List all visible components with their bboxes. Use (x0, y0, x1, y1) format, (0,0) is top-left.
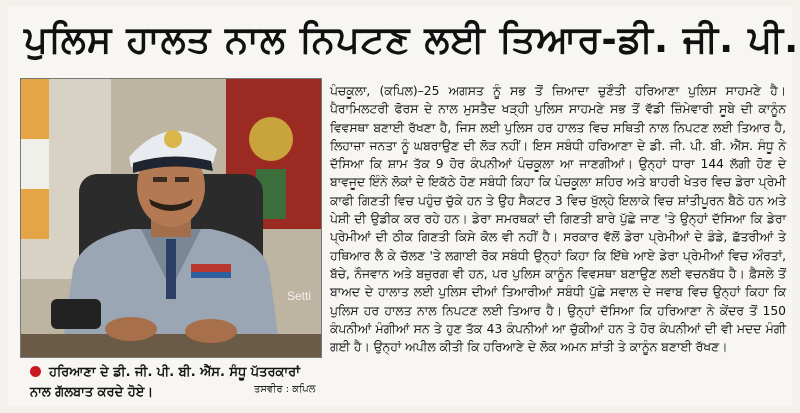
article-body (330, 82, 786, 356)
article-paragraph: ਪੰਚਕੂਲਾ, (ਕਪਿਲ)–25 ਅਗਸਤ ਨੂੰ ਸਭ ਤੋਂ ਜ਼ਿਆਦਾ ਚੁਣੌਤੀ ਹਰਿਆਣਾ ਪੁਲਿਸ ਸਾਹਮਣੇ ਹੈ। ਪੈਰਾਮਿਲਟਰੀ ਫੋਰਸ ਦੇ ਨਾਲ ਮੁਸਤੈਦ ਖੜ੍ਹੀ ਪੁਲਿਸ ਸਾਹਮਣੇ ਸਭ ਤੋਂ ਵੱਡੀ ਜ਼ਿੰਮੇਵਾਰੀ ਸੂਬੇ ਦੀ ਕਾਨੂੰਨ ਵਿਵਸਥਾ ਬਣਾਈ ਰੱਖਣਾ ਹੈ, ਜਿਸ ਲਈ ਪੁਲਿਸ ਹਰ ਹਾਲਤ ਵਿਚ ਸਥਿਤੀ ਨਾਲ ਨਿਪਟਣ ਲਈ ਤਿਆਰ ਹੈ, ਲਿਹਾਜ਼ਾ ਜਨਤਾ ਨੂੰ ਘਬਰਾਉਣ ਦੀ ਲੋੜ ਨਹੀਂ। ਇਸ ਸਬੰਧੀ ਹਰਿਆਣਾ ਦੇ ਡੀ. ਜੀ. ਪੀ. ਬੀ. ਐੱਸ. ਸੰਧੂ ਨੇ ਦੱਸਿਆ ਕਿ ਸ਼ਾਮ ਤੱਕ 9 ਹੋਰ ਕੰਪਨੀਆਂ ਪੰਚਕੂਲਾ ਆ ਜਾਣਗੀਆਂ। ਉਨ੍ਹਾਂ ਧਾਰਾ 144 ਲੱਗੀ ਹੋਣ ਦੇ ਬਾਵਜੂਦ ਇੰਨੇ ਲੋਕਾਂ ਦੇ ਇਕੱਠੇ ਹੋਣ ਸਬੰਧੀ ਕਿਹਾ ਕਿ ਪੰਚਕੂਲਾ ਸ਼ਹਿਰ ਅਤੇ ਬਾਹਰੀ ਖੇਤਰ ਵਿਚ ਡੇਰਾ ਪ੍ਰੇਮੀ ਕਾਫੀ ਗਿਣਤੀ ਵਿਚ ਪਹੁੰਚ ਚੁੱਕੇ ਹਨ ਤੇ ਉਹ ਸੈਕਟਰ 3 ਵਿਚ ਖੁੱਲ੍ਹੇ ਇਲਾਕੇ ਵਿਚ ਸ਼ਾਂਤੀਪੂਰਨ ਬੈਠੇ ਹਨ ਅਤੇ ਪੇਸ਼ੀ ਦੀ ਉਡੀਕ ਕਰ ਰਹੇ ਹਨ। ਡੇਰਾ ਸਮਰਥਕਾਂ ਦੀ ਗਿਣਤੀ ਬਾਰੇ ਪੁੱਛੇ ਜਾਣ 'ਤੇ ਉਨ੍ਹਾਂ ਦੱਸਿਆ ਕਿ ਡੇਰਾ ਪ੍ਰੇਮੀਆਂ ਦੀ ਠੀਕ ਗਿਣਤੀ ਕਿਸੇ ਕੋਲ ਵੀ ਨਹੀਂ ਹੈ। ਸਰਕਾਰ ਵੱਲੋਂ ਡੇਰਾ ਪ੍ਰੇਮੀਆਂ ਦੇ ਡੰਡੇ, ਛੱਤਰੀਆਂ ਤੇ ਹਥਿਆਰ ਲੈ ਕੇ ਚੱਲਣ 'ਤੇ ਲਗਾਈ ਰੋਕ ਸਬੰਧੀ ਉਨ੍ਹਾਂ ਕਿਹਾ ਕਿ ਇੱਥੇ ਆਏ ਡੇਰਾ ਪ੍ਰੇਮੀਆਂ ਵਿਚ ਔਰਤਾਂ, ਬੱਚੇ, ਨੌਜਵਾਨ ਅਤੇ ਬਜ਼ੁਰਗ ਵੀ ਹਨ, ਪਰ ਪੁਲਿਸ ਕਾਨੂੰਨ ਵਿਵਸਥਾ ਬਣਾਉਣ ਲਈ ਵਚਨਬੱਧ ਹੈ। ਫ਼ੈਸਲੇ ਤੋਂ ਬਾਅਦ ਦੇ ਹਾਲਾਤ ਲਈ ਪੁਲਿਸ ਦੀਆਂ ਤਿਆਰੀਆਂ ਸਬੰਧੀ ਪੁੱਛੇ ਸਵਾਲ ਦੇ ਜਵਾਬ ਵਿਚ ਉਨ੍ਹਾਂ ਕਿਹਾ ਕਿ ਪੁਲਿਸ ਹਰ ਹਾਲਤ ਨਾਲ ਨਿਪਟਣ ਲਈ ਤਿਆਰ ਹੈ। ਉਨ੍ਹਾਂ ਦੱਸਿਆ ਕਿ ਹਰਿਆਣਾ ਨੇ ਕੇਂਦਰ ਤੋਂ 150 ਕੰਪਨੀਆਂ ਮੰਗੀਆਂ ਸਨ ਤੇ ਹੁਣ ਤੱਕ 43 ਕੰਪਨੀਆਂ ਆ ਚੁੱਕੀਆਂ ਹਨ ਤੇ ਹੋਰ ਕੰਪਨੀਆਂ ਦੀ ਵੀ ਮਦਦ ਮੰਗੀ ਗਈ ਹੈ। ਉਨ੍ਹਾਂ ਅਪੀਲ ਕੀਤੀ ਕਿ ਹਰਿਆਣੇ ਦੇ ਲੋਕ ਅਮਨ ਸ਼ਾਂਤੀ ਤੇ ਕਾਨੂੰਨ ਬਣਾਈ ਰੱਖਣ। (330, 84, 786, 355)
headline: ਪੁਲਿਸ ਹਾਲਤ ਨਾਲ ਨਿਪਟਣ ਲਈ ਤਿਆਰ-ਡੀ. ਜੀ. ਪੀ. (24, 18, 800, 61)
newspaper-clipping (8, 6, 800, 406)
photo-caption (30, 363, 320, 403)
article-photo (20, 78, 322, 358)
photo-watermark: Setti (287, 289, 312, 303)
caption-bullet-icon (30, 366, 41, 377)
caption-text: ਹਰਿਆਣਾ ਦੇ ਡੀ. ਜੀ. ਪੀ. ਬੀ. ਐੱਸ. ਸੰਧੂ ਪੱਤਰਕਾਰਾਂ ਨਾਲ ਗੱਲਬਾਤ ਕਰਦੇ ਹੋਏ। (30, 365, 300, 400)
dgp-photo-illustration (21, 79, 321, 357)
photo-credit: ਤਸਵੀਰ : ਕਪਿਲ (254, 384, 316, 395)
